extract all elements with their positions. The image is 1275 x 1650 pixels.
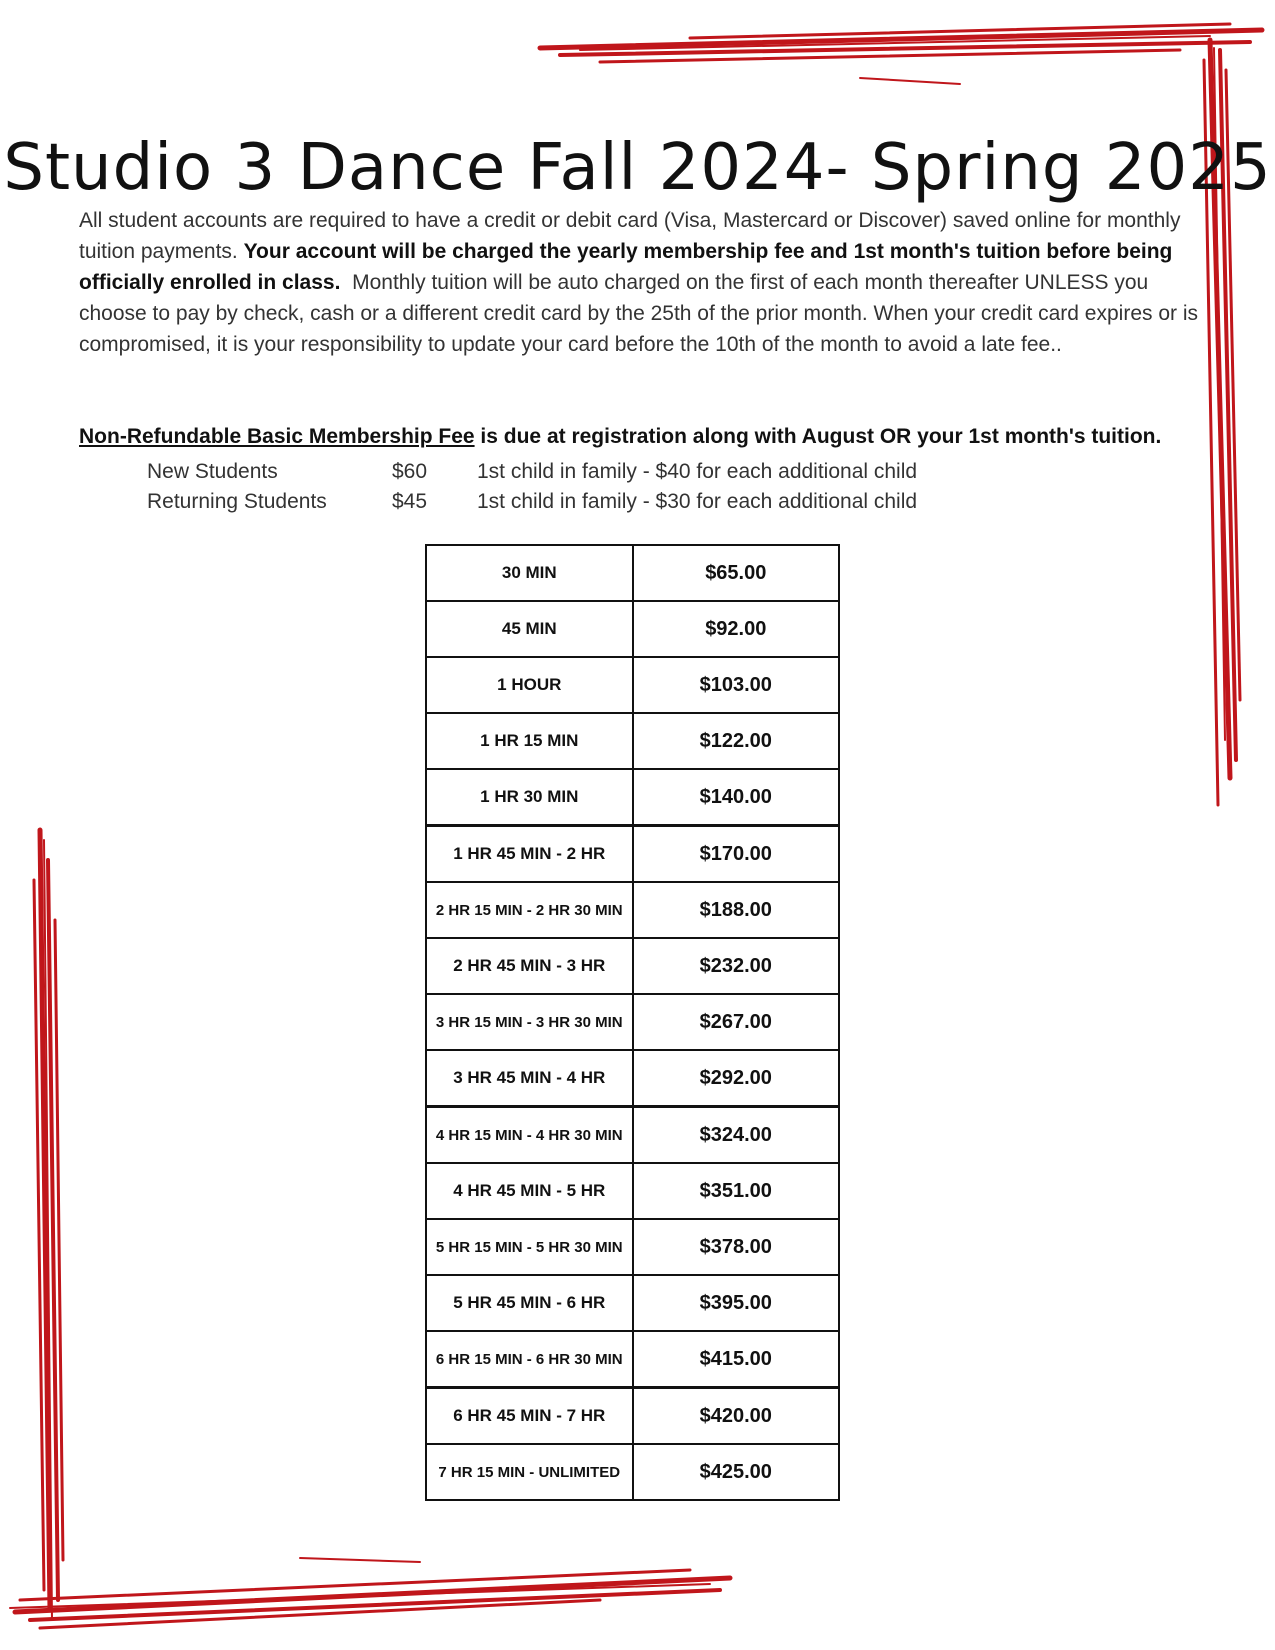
tuition-row — [426, 769, 839, 826]
tuition-row — [426, 713, 839, 769]
tuition-price: $188.00 — [633, 882, 839, 938]
tuition-row — [426, 826, 839, 883]
tuition-row — [426, 1107, 839, 1164]
tuition-duration: 30 MIN — [426, 545, 633, 601]
tuition-price: $351.00 — [633, 1163, 839, 1219]
tuition-row — [426, 1219, 839, 1275]
tuition-duration: 4 HR 45 MIN - 5 HR — [426, 1163, 633, 1219]
tuition-row — [426, 657, 839, 713]
tuition-price: $425.00 — [633, 1444, 839, 1500]
tuition-duration: 6 HR 45 MIN - 7 HR — [426, 1388, 633, 1445]
tuition-duration: 2 HR 15 MIN - 2 HR 30 MIN — [426, 882, 633, 938]
tuition-price: $395.00 — [633, 1275, 839, 1331]
fee-note: 1st child in family - $30 for each additional child — [477, 490, 918, 513]
tuition-row — [426, 1163, 839, 1219]
membership-fee-heading — [79, 422, 1209, 452]
tuition-duration: 1 HR 15 MIN — [426, 713, 633, 769]
tuition-row — [426, 1331, 839, 1388]
tuition-row — [426, 601, 839, 657]
tuition-duration: 6 HR 15 MIN - 6 HR 30 MIN — [426, 1331, 633, 1388]
tuition-row — [426, 1388, 839, 1445]
fee-amount: $45 — [392, 490, 428, 513]
tuition-duration: 5 HR 45 MIN - 6 HR — [426, 1275, 633, 1331]
fee-student-type: Returning Students — [147, 490, 327, 513]
tuition-duration: 1 HR 45 MIN - 2 HR — [426, 826, 633, 883]
tuition-price: $324.00 — [633, 1107, 839, 1164]
tuition-row — [426, 545, 839, 601]
tuition-price: $103.00 — [633, 657, 839, 713]
tuition-duration: 4 HR 15 MIN - 4 HR 30 MIN — [426, 1107, 633, 1164]
page-title: Studio 3 Dance Fall 2024- Spring 2025 — [3, 130, 1272, 205]
tuition-row — [426, 1275, 839, 1331]
intro-paragraph — [79, 205, 1199, 360]
tuition-row — [426, 1050, 839, 1107]
intro-text-2: Monthly tuition will be auto charged on the first of each month thereafter UNLESS you choose to pay by check, cash or a different credit card by the 25th of the prior month. When your credit card expires or is compromised, it is your responsibility to update your card before the 10th of the month to avoid a late fee.. — [79, 271, 1199, 356]
tuition-row — [426, 994, 839, 1050]
tuition-price: $415.00 — [633, 1331, 839, 1388]
intro-text-bold: Your account will be charged the yearly membership fee and 1st month's tuition before being officially enrolled in class. — [79, 240, 1173, 294]
tuition-duration: 2 HR 45 MIN - 3 HR — [426, 938, 633, 994]
tuition-duration: 1 HR 30 MIN — [426, 769, 633, 826]
tuition-duration: 45 MIN — [426, 601, 633, 657]
tuition-price: $292.00 — [633, 1050, 839, 1107]
tuition-duration: 1 HOUR — [426, 657, 633, 713]
tuition-row — [426, 938, 839, 994]
tuition-price: $267.00 — [633, 994, 839, 1050]
tuition-table — [425, 544, 840, 1501]
tuition-duration: 7 HR 15 MIN - UNLIMITED — [426, 1444, 633, 1500]
tuition-duration: 3 HR 45 MIN - 4 HR — [426, 1050, 633, 1107]
membership-fee-text: is due at registration along with August OR your 1st month's tuition. — [480, 425, 1162, 448]
tuition-price: $170.00 — [633, 826, 839, 883]
tuition-duration: 5 HR 15 MIN - 5 HR 30 MIN — [426, 1219, 633, 1275]
fee-note: 1st child in family - $40 for each additional child — [477, 460, 918, 483]
tuition-price: $122.00 — [633, 713, 839, 769]
tuition-price: $65.00 — [633, 545, 839, 601]
fee-student-type: New Students — [147, 460, 278, 483]
tuition-price: $420.00 — [633, 1388, 839, 1445]
tuition-price: $378.00 — [633, 1219, 839, 1275]
intro-text-1: All student accounts are required to have a credit or debit card (Visa, Mastercard or Discover) saved online for monthly tuition payments. — [79, 209, 1181, 263]
tuition-row — [426, 1444, 839, 1500]
tuition-price: $140.00 — [633, 769, 839, 826]
membership-fee-label: Non-Refundable Basic Membership Fee — [79, 425, 475, 448]
fee-amount: $60 — [392, 460, 428, 483]
tuition-price: $232.00 — [633, 938, 839, 994]
tuition-price: $92.00 — [633, 601, 839, 657]
tuition-row — [426, 882, 839, 938]
tuition-duration: 3 HR 15 MIN - 3 HR 30 MIN — [426, 994, 633, 1050]
